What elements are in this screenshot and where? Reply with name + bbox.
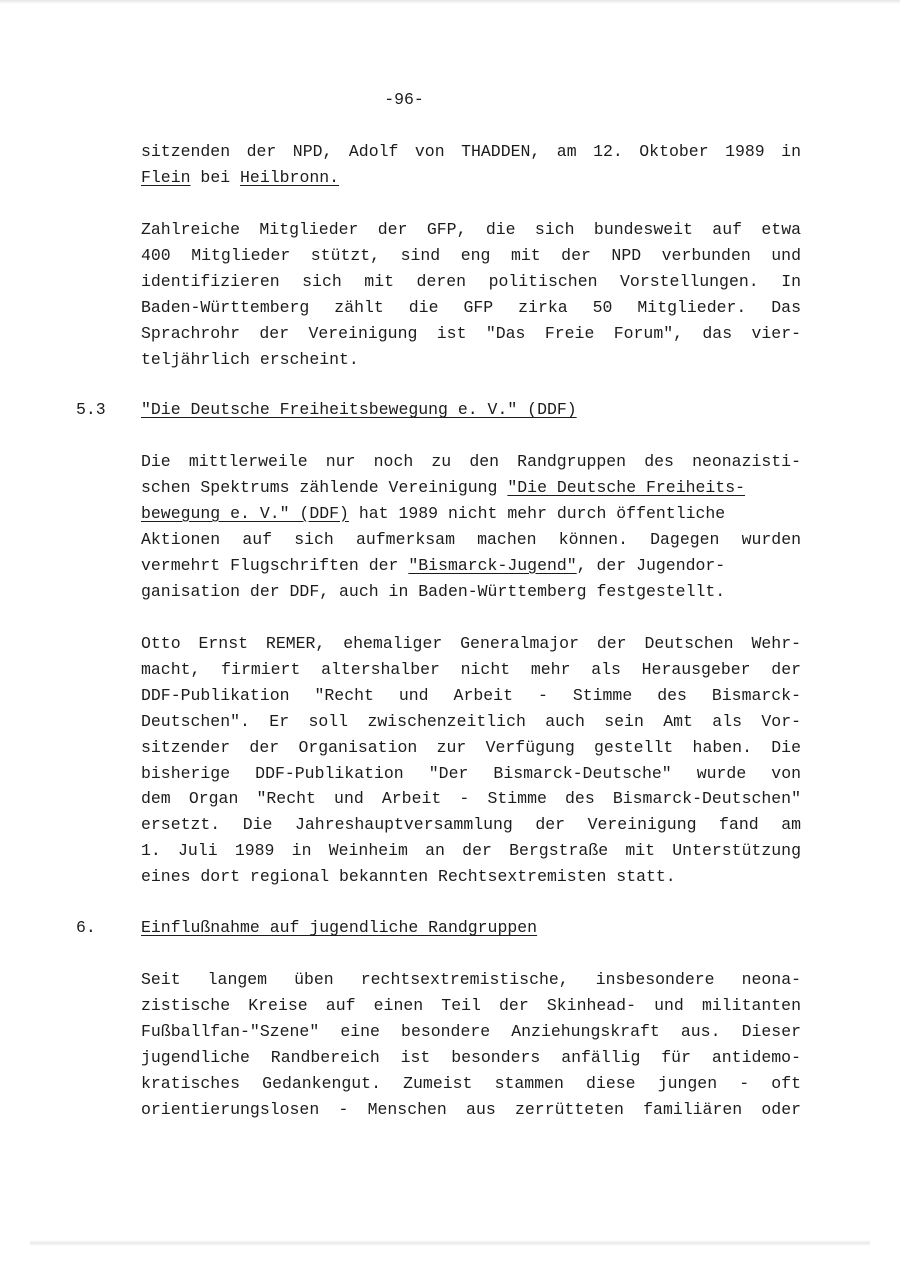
text-line: jugendliche Randbereich ist besonders anfällig für antidemo- <box>141 1047 801 1067</box>
text-line: 1. Juli 1989 in Weinheim an der Bergstraße mit Unterstützung <box>141 841 801 861</box>
text-fragment: hat 1989 nicht mehr durch öffentliche <box>348 503 726 523</box>
org-name-ddf: "Die Deutsche Freiheits- <box>507 477 746 497</box>
scan-edge-top <box>0 0 900 4</box>
text-fragment: , der Jugendor- <box>576 555 726 575</box>
text-fragment: vermehrt Flugschriften der <box>141 555 409 575</box>
paragraph-ddf <box>141 449 801 604</box>
text-line: DDF-Publikation "Recht und Arbeit - Stimme des Bismarck- <box>141 685 801 705</box>
text-line: Aktionen auf sich aufmerksam machen können. Dagegen wurden <box>141 529 801 549</box>
paragraph-gfp <box>141 217 801 372</box>
text-line: kratisches Gedankengut. Zumeist stammen diese jungen - oft <box>141 1073 801 1093</box>
text-line: Otto Ernst REMER, ehemaliger Generalmajor der Deutschen Wehr- <box>141 634 801 653</box>
text-line: Fußballfan-"Szene" eine besondere Anziehungskraft aus. Dieser <box>141 1021 801 1041</box>
place-flein: Flein <box>141 167 191 187</box>
text-line: Sprachrohr der Vereinigung ist "Das Freie Forum", das vier- <box>141 323 801 343</box>
scan-edge-bottom <box>30 1240 870 1246</box>
section-title: "Die Deutsche Freiheitsbewegung e. V." (DDF) <box>141 400 577 419</box>
paragraph-thadden <box>141 139 801 191</box>
text-line <box>141 553 801 579</box>
section-heading-5-3 <box>76 398 806 422</box>
section-heading-6 <box>76 916 806 940</box>
text-line: ersetzt. Die Jahreshauptversammlung der Vereinigung fand am <box>141 815 801 835</box>
text-line <box>141 475 801 501</box>
text-line: 400 Mitglieder stützt, sind eng mit der NPD verbunden und <box>141 245 801 265</box>
section-title: Einflußnahme auf jugendliche Randgruppen <box>141 918 538 937</box>
text-line <box>141 501 801 527</box>
text-line: sitzenden der NPD, Adolf von THADDEN, am 12. Oktober 1989 in <box>141 142 801 161</box>
text-fragment: schen Spektrums zählende Vereinigung <box>141 477 508 497</box>
text-line: Zahlreiche Mitglieder der GFP, die sich bundesweit auf etwa <box>141 220 801 239</box>
text-fragment: bei <box>190 167 241 187</box>
text-line: Baden-Württemberg zählt die GFP zirka 50 Mitglieder. Das <box>141 297 801 317</box>
text-line: teljährlich erscheint. <box>141 349 359 369</box>
text-line: identifizieren sich mit deren politischen Vorstellungen. In <box>141 271 801 291</box>
text-line: orientierungslosen - Menschen aus zerrütteten familiären oder <box>141 1099 801 1119</box>
text-line: bisherige DDF-Publikation "Der Bismarck-Deutsche" wurde von <box>141 763 801 783</box>
section-number: 6. <box>76 918 96 937</box>
text-line <box>141 165 801 191</box>
text-line: eines dort regional bekannten Rechtsextremisten statt. <box>141 867 676 887</box>
text-line: Deutschen". Er soll zwischenzeitlich auch sein Amt als Vor- <box>141 711 801 731</box>
place-heilbronn: Heilbronn. <box>240 167 340 187</box>
org-name-bismarck-jugend: "Bismarck-Jugend" <box>408 555 577 575</box>
text-line: sitzender der Organisation zur Verfügung gestellt haben. Die <box>141 737 801 757</box>
page-number: -96- <box>384 90 424 109</box>
paragraph-remer <box>141 631 801 890</box>
text-line: Die mittlerweile nur noch zu den Randgruppen des neonazisti- <box>141 452 801 471</box>
text-line: zistische Kreise auf einen Teil der Skinhead- und militanten <box>141 995 801 1015</box>
text-line: ganisation der DDF, auch in Baden-Württemberg festgestellt. <box>141 581 726 601</box>
text-line: macht, firmiert altershalber nicht mehr als Herausgeber der <box>141 659 801 679</box>
text-line: dem Organ "Recht und Arbeit - Stimme des Bismarck-Deutschen" <box>141 789 801 809</box>
paragraph-skinheads <box>141 967 801 1122</box>
section-number: 5.3 <box>76 400 106 419</box>
text-line: Seit langem üben rechtsextremistische, insbesondere neona- <box>141 970 801 989</box>
org-name-ddf-cont: bewegung e. V." (DDF) <box>141 503 349 523</box>
